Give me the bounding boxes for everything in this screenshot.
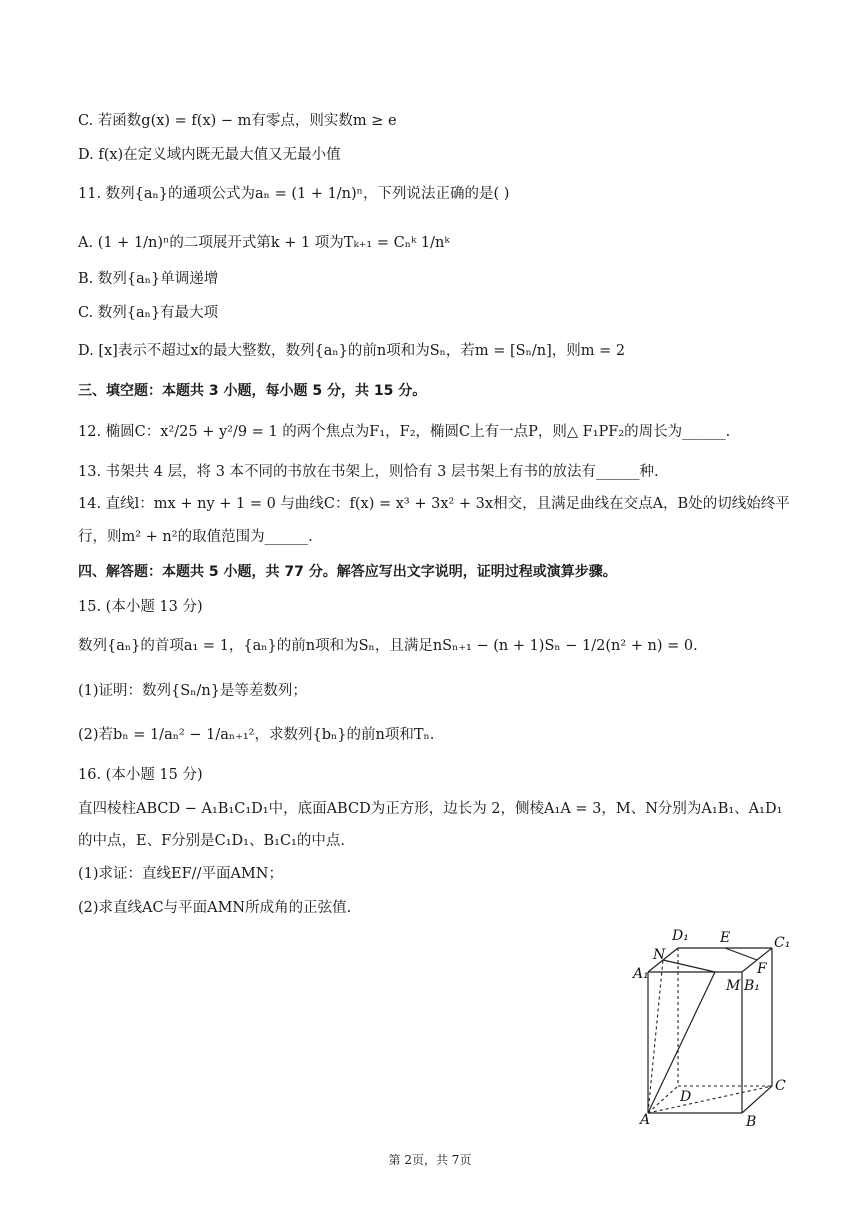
option-10c: C. 若函数g(x) = f(x) − m有零点，则实数m ≥ e (78, 113, 397, 129)
option-11c: C. 数列{aₙ}有最大项 (78, 305, 219, 321)
option-10d: D. f(x)在定义域内既无最大值又无最小值 (78, 147, 341, 163)
label-F: F (757, 961, 767, 977)
label-A: A (640, 1112, 651, 1128)
label-A1: A₁ (633, 966, 649, 982)
question-15-part1: (1)证明：数列{Sₙ/n}是等差数列； (78, 683, 307, 699)
question-16-stem-line1: 直四棱柱ABCD − A₁B₁C₁D₁中，底面ABCD为正方形，边长为 2，侧棱A₁A = 3，M、N分别为A₁B₁、A₁D₁ (78, 801, 783, 817)
label-N: N (653, 947, 666, 963)
option-11d: D. [x]表示不超过x的最大整数，数列{aₙ}的前n项和为Sₙ，若m = [Sₙ/n]，则m = 2 (78, 343, 626, 359)
label-D1: D₁ (672, 928, 689, 944)
option-11a: A. (1 + 1/n)ⁿ的二项展开式第k + 1 项为Tₖ₊₁ = Cₙᵏ 1/nᵏ (78, 235, 450, 251)
page-footer: 第 2页，共 7页 (388, 1153, 472, 1167)
question-16-stem-line2: 的中点，E、F分别是C₁D₁、B₁C₁的中点. (78, 833, 345, 849)
label-E: E (720, 930, 731, 946)
question-12: 12. 椭圆C：x²/25 + y²/9 = 1 的两个焦点为F₁，F₂，椭圆C上有一点P，则△ F₁PF₂的周长为______. (78, 424, 731, 440)
question-16-header: 16. (本小题 15 分) (78, 767, 203, 783)
section-4-heading: 四、解答题：本题共 5 小题，共 77 分。解答应写出文字说明，证明过程或演算步骤。 (78, 564, 617, 580)
label-D: D (680, 1089, 692, 1105)
question-14-line1: 14. 直线l：mx + ny + 1 = 0 与曲线C：f(x) = x³ + 3x² + 3x相交，且满足曲线在交点A，B处的切线始终平 (78, 496, 790, 512)
question-14-line2: 行，则m² + n²的取值范围为______. (78, 529, 313, 545)
question-15-stem: 数列{aₙ}的首项a₁ = 1，{aₙ}的前n项和为Sₙ，且满足nSₙ₊₁ − (n + 1)Sₙ − 1/2(n² + n) = 0. (78, 638, 698, 654)
question-11: 11. 数列{aₙ}的通项公式为aₙ = (1 + 1/n)ⁿ，下列说法正确的是( ) (78, 186, 510, 202)
question-16-part1: (1)求证：直线EF//平面AMN； (78, 866, 283, 882)
prism-figure (620, 920, 800, 1130)
question-13: 13. 书架共 4 层，将 3 本不同的书放在书架上，则恰有 3 层书架上有书的放法有______种. (78, 464, 659, 480)
label-B1: B₁ (744, 978, 760, 994)
option-11b: B. 数列{aₙ}单调递增 (78, 271, 219, 287)
question-15-part2: (2)若bₙ = 1/aₙ² − 1/aₙ₊₁²，求数列{bₙ}的前n项和Tₙ. (78, 727, 435, 743)
section-3-heading: 三、填空题：本题共 3 小题，每小题 5 分，共 15 分。 (78, 383, 427, 399)
label-C1: C₁ (774, 935, 791, 951)
label-C: C (775, 1078, 786, 1094)
question-15-header: 15. (本小题 13 分) (78, 599, 203, 615)
label-M: M (726, 978, 741, 994)
label-B: B (746, 1114, 757, 1130)
question-16-part2: (2)求直线AC与平面AMN所成角的正弦值. (78, 900, 352, 916)
